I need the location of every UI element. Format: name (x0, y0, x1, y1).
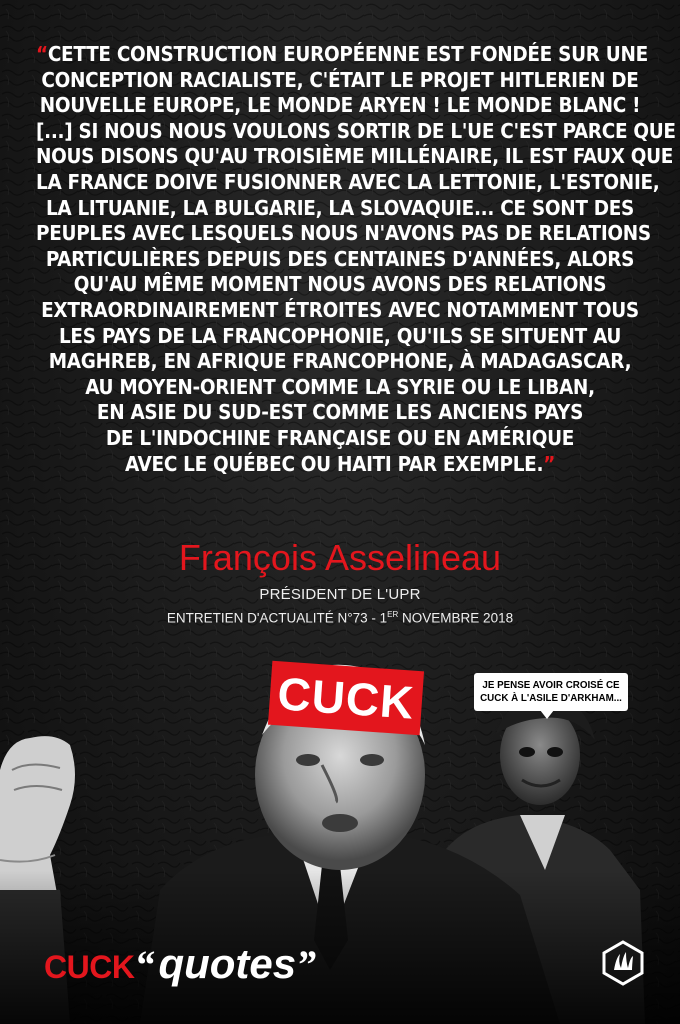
quote-line: DE L'INDOCHINE FRANÇAISE OU EN AMÉRIQUE (105, 425, 575, 450)
brand-logo-icon (600, 940, 646, 986)
brand-close-quote: ” (296, 942, 317, 987)
quote-line: CONCEPTION RACIALISTE, C'ÉTAIT LE PROJET HITLERIEN DE (41, 67, 639, 92)
quote-line: EN ASIE DU SUD-EST COMME LES ANCIENS PAYS (96, 400, 584, 425)
brand-quotes: quotes (158, 940, 297, 987)
author-name: François Asselineau (178, 537, 502, 578)
cuck-badge: CUCK (268, 661, 424, 735)
open-quote-mark: “ (36, 42, 48, 66)
quote-block (36, 42, 676, 477)
quote-line: PARTICULIÈRES DEPUIS DES CENTAINES D'ANNÉES, ALORS (45, 246, 635, 271)
quote-line: LA FRANCE DOIVE FUSIONNER AVEC LA LETTONIE, L'ESTONIE, (36, 169, 660, 194)
quote-line: [...] SI NOUS NOUS VOULONS SORTIR DE L'UE C'EST PARCE QUE (36, 118, 676, 143)
quote-line: “CETTE CONSTRUCTION EUROPÉENNE EST FONDÉE SUR UNE (36, 42, 648, 66)
quote-line: NOUS DISONS QU'AU TROISIÈME MILLÉNAIRE, IL EST FAUX QUE (36, 144, 674, 169)
close-quote-mark: ” (543, 451, 556, 476)
quote-line: AVEC LE QUÉBEC OU HAITI PAR EXEMPLE.” (124, 451, 556, 476)
quote-line: NOUVELLE EUROPE, LE MONDE ARYEN ! LE MONDE BLANC ! (39, 93, 641, 118)
quote-line: LES PAYS DE LA FRANCOPHONIE, QU'ILS SE SITUENT AU (58, 323, 622, 348)
author-role: PRÉSIDENT DE L'UPR (259, 586, 421, 603)
quote-line: LA LITUANIE, LA BULGARIE, LA SLOVAQUIE... CE SONT DES (45, 195, 635, 220)
speech-bubble: JE PENSE AVOIR CROISÉ CE CUCK À L'ASILE D'ARKHAM... (474, 673, 628, 711)
quote-line: QU'AU MÊME MOMENT NOUS AVONS DES RELATIONS (73, 272, 607, 297)
speech-bubble-tail (540, 710, 554, 719)
quote-line: EXTRAORDINAIREMENT ÉTROITES AVEC NOTAMMENT TOUS (41, 297, 639, 322)
brand-cuck: CUCK (44, 949, 135, 985)
brand-open-quote: “ (134, 942, 155, 987)
quote-line: MAGHREB, EN AFRIQUE FRANCOPHONE, À MADAGASCAR, (48, 349, 632, 374)
brand-title (44, 940, 316, 988)
quote-line: AU MOYEN-ORIENT COMME LA SYRIE OU LE LIBAN, (85, 374, 595, 399)
quote-line: PEUPLES AVEC LESQUELS NOUS N'AVONS PAS DE RELATIONS (36, 221, 651, 246)
interview-reference: ENTRETIEN D'ACTUALITÉ N°73 - 1ER NOVEMBRE 2018 (166, 610, 514, 626)
